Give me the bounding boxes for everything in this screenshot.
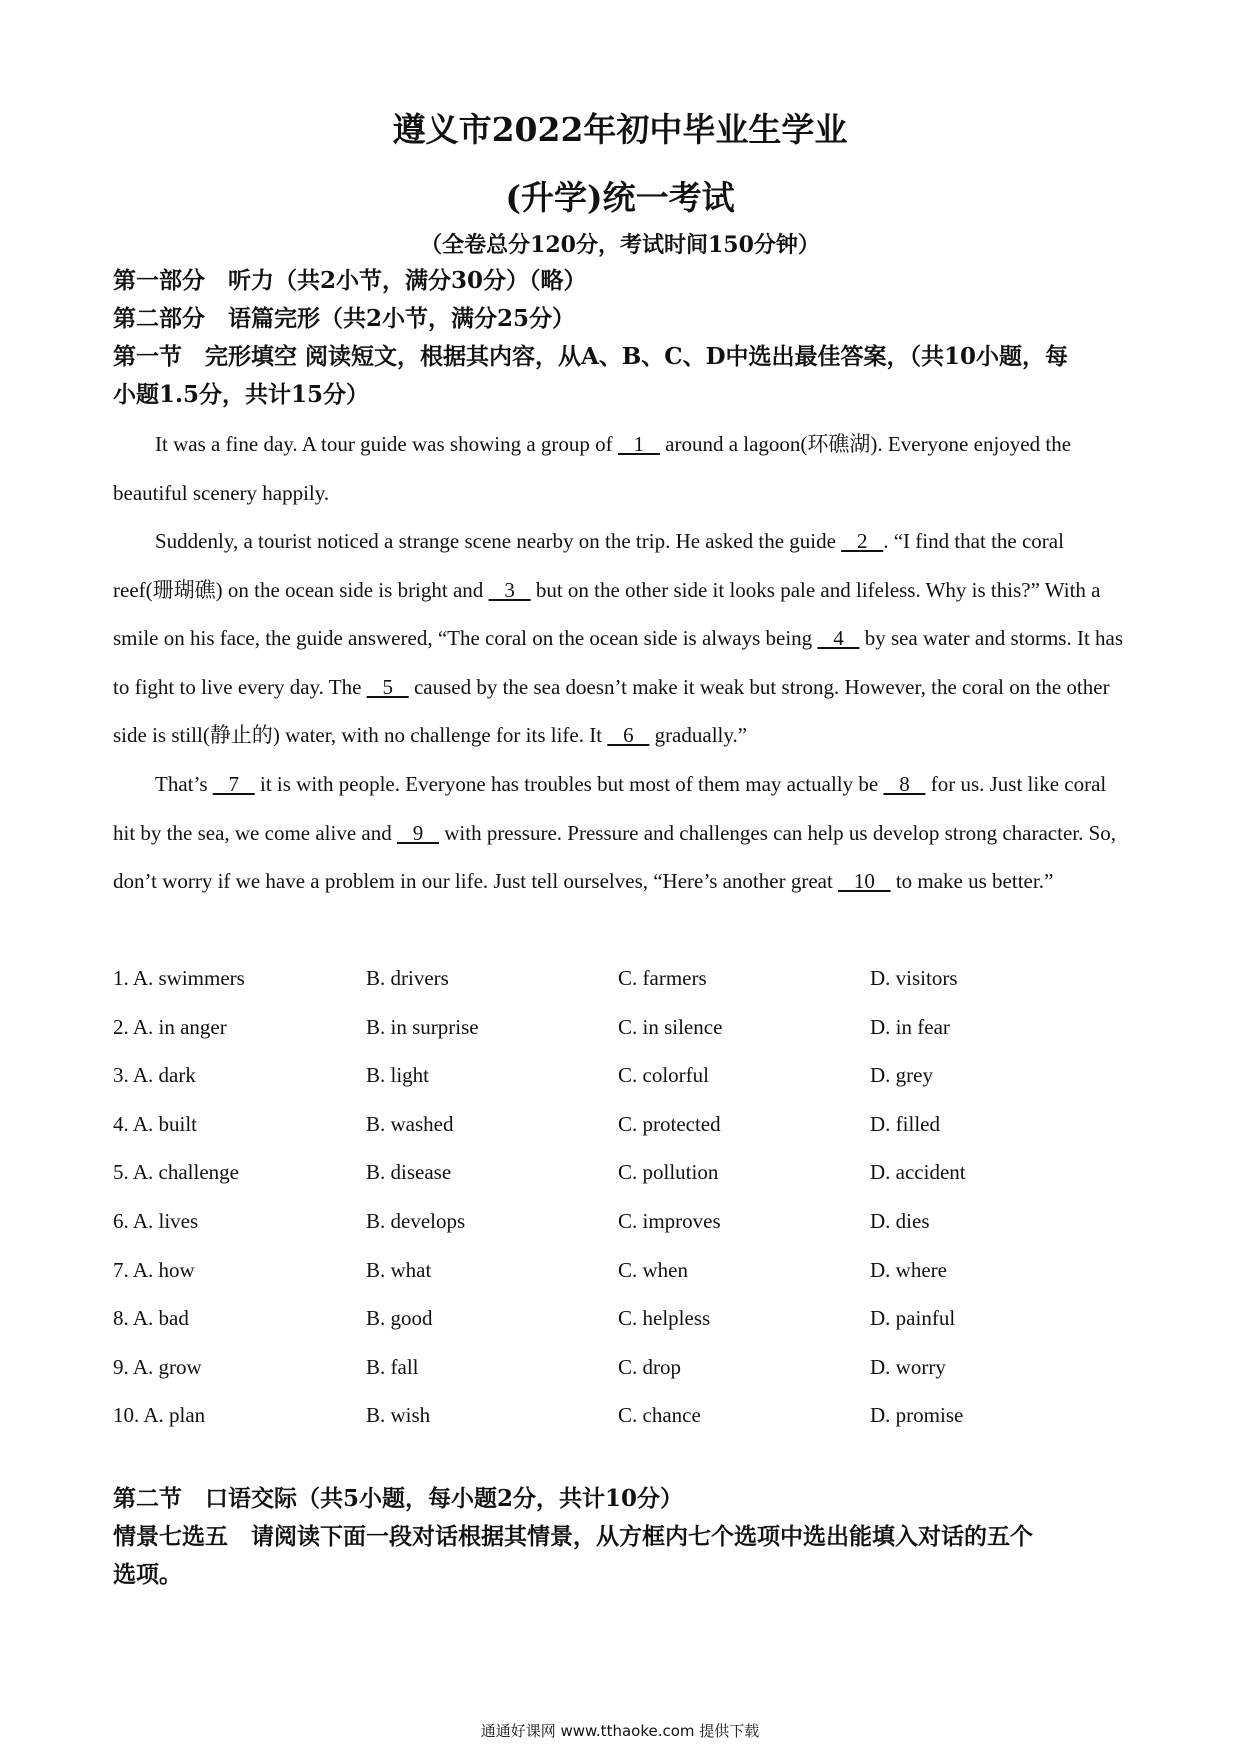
options-row-7 [113, 1246, 1133, 1295]
section2-intro-line1: 情景七选五 请阅读下面一段对话根据其情景，从方框内七个选项中选出能填入对话的五个 [113, 1523, 1033, 1550]
option-c: C. farmers [618, 966, 707, 990]
option-c: C. helpless [618, 1306, 711, 1331]
section1-heading [113, 338, 1133, 414]
option-c: C. drop [618, 1354, 681, 1379]
option-a: 3. A. dark [113, 1063, 196, 1088]
passage-text: That’s [155, 772, 213, 796]
blank-2: 2 [841, 529, 884, 553]
options-row-1 [113, 954, 1133, 1003]
blank-5: 5 [366, 674, 409, 699]
option-a: 7. A. how [113, 1257, 195, 1282]
option-a: 10. A. plan [113, 1403, 206, 1428]
option-c: C. colorful [618, 1063, 709, 1088]
exam-title-line2: (升学)统一考试 [505, 178, 735, 217]
option-b: B. fall [366, 1354, 419, 1379]
option-b: B. light [366, 1063, 430, 1088]
exam-subtitle: （全卷总分120分，考试时间150分钟） [420, 232, 820, 258]
passage-text: caused by the sea doesn’t make it weak but strong. However, the coral on the other side is still(静止的) water, with no challenge for its life. It [113, 674, 1110, 748]
option-b: B. develops [366, 1208, 466, 1233]
part1-heading: 第一部分 听力（共2小节，满分30分）（略） [113, 267, 587, 294]
exam-title-line1: 遵义市2022年初中毕业生学业 [392, 110, 848, 149]
passage-text: but on the other side it looks pale and lifeless. Why is this?” With a smile on his face, the guide answered, “The coral on the ocean side is always being [113, 577, 1101, 651]
option-d: D. worry [870, 1354, 946, 1379]
option-a: 8. A. bad [113, 1306, 189, 1331]
passage-text: gradually.” [649, 723, 748, 748]
passage-paragraph-3 [113, 760, 1128, 906]
blank-7: 7 [212, 772, 255, 796]
passage-paragraph-2 [113, 517, 1128, 760]
option-c: C. chance [618, 1403, 701, 1428]
option-a: 2. A. in anger [113, 1014, 227, 1039]
blank-9: 9 [396, 820, 439, 845]
option-d: D. promise [870, 1403, 964, 1428]
option-a: 5. A. challenge [113, 1160, 239, 1185]
options-row-9 [113, 1343, 1133, 1392]
option-b: B. disease [366, 1160, 452, 1185]
option-d: D. dies [870, 1208, 930, 1233]
blank-1: 1 [617, 432, 660, 456]
options-row-4 [113, 1100, 1133, 1149]
option-a: 4. A. built [113, 1111, 198, 1136]
option-d: D. filled [870, 1111, 940, 1136]
passage-text: Suddenly, a tourist noticed a strange scene nearby on the trip. He asked the guide [155, 529, 842, 553]
option-d: D. where [870, 1257, 947, 1282]
options-row-2 [113, 1003, 1133, 1052]
passage-text: to make us better.” [890, 869, 1054, 894]
section1-heading-line2: 小题1.5分，共计15分） [113, 381, 370, 408]
passage-text: It was a fine day. A tour guide was showing a group of [155, 432, 618, 456]
blank-8: 8 [883, 772, 926, 796]
option-c: C. in silence [618, 1014, 723, 1039]
blank-6: 6 [607, 723, 650, 748]
option-a: 1. A. swimmers [113, 966, 245, 990]
option-d: D. grey [870, 1063, 933, 1088]
options-row-10 [113, 1391, 1133, 1440]
passage-text: it is with people. Everyone has troubles but most of them may actually be [254, 772, 884, 796]
options-table [113, 954, 1133, 1440]
options-row-6 [113, 1197, 1133, 1246]
option-c: C. protected [618, 1111, 721, 1136]
passage-text: with pressure. Pressure and challenges can help us develop strong character. So, don’t worry if we have a problem in our life. Just tell ourselves, “Here’s another great [113, 820, 1117, 894]
passage-paragraph-1 [113, 420, 1128, 517]
option-d: D. visitors [870, 966, 958, 990]
option-b: B. wish [366, 1403, 431, 1428]
option-b: B. drivers [366, 966, 449, 990]
blank-10: 10 [838, 869, 891, 894]
passage-text: . “I find that the coral reef(珊瑚礁) on the ocean side is bright and [113, 529, 1064, 602]
option-c: C. pollution [618, 1160, 719, 1185]
blank-3: 3 [488, 577, 531, 602]
blank-4: 4 [817, 626, 860, 651]
option-d: D. painful [870, 1306, 956, 1331]
options-row-3 [113, 1051, 1133, 1100]
section2-intro [113, 1518, 1133, 1594]
part2-heading: 第二部分 语篇完形（共2小节，满分25分） [113, 305, 576, 332]
option-b: B. washed [366, 1111, 454, 1136]
option-b: B. in surprise [366, 1014, 479, 1039]
option-c: C. when [618, 1257, 688, 1282]
option-a: 6. A. lives [113, 1208, 199, 1233]
option-a: 9. A. grow [113, 1354, 202, 1379]
passage-text: around a lagoon(环礁湖). Everyone enjoyed the beautiful scenery happily. [113, 432, 1072, 505]
option-c: C. improves [618, 1208, 721, 1233]
option-b: B. what [366, 1257, 432, 1282]
passage-text: for us. Just like coral hit by the sea, we come alive and [113, 772, 1107, 845]
options-row-8 [113, 1294, 1133, 1343]
page-footer: 通通好课网 www.tthaoke.com 提供下载 [480, 1722, 760, 1740]
section1-heading-line1: 第一节 完形填空 阅读短文，根据其内容，从A、B、C、D中选出最佳答案，（共10小题，每 [113, 343, 1069, 370]
option-b: B. good [366, 1306, 433, 1331]
option-d: D. in fear [870, 1014, 950, 1039]
section2-intro-line2: 选项。 [113, 1561, 182, 1588]
passage-text: by sea water and storms. It has to fight to live every day. The [113, 626, 1124, 699]
section2-heading: 第二节 口语交际（共5小题，每小题2分，共计10分） [113, 1485, 684, 1512]
option-d: D. accident [870, 1160, 966, 1185]
options-row-5 [113, 1148, 1133, 1197]
